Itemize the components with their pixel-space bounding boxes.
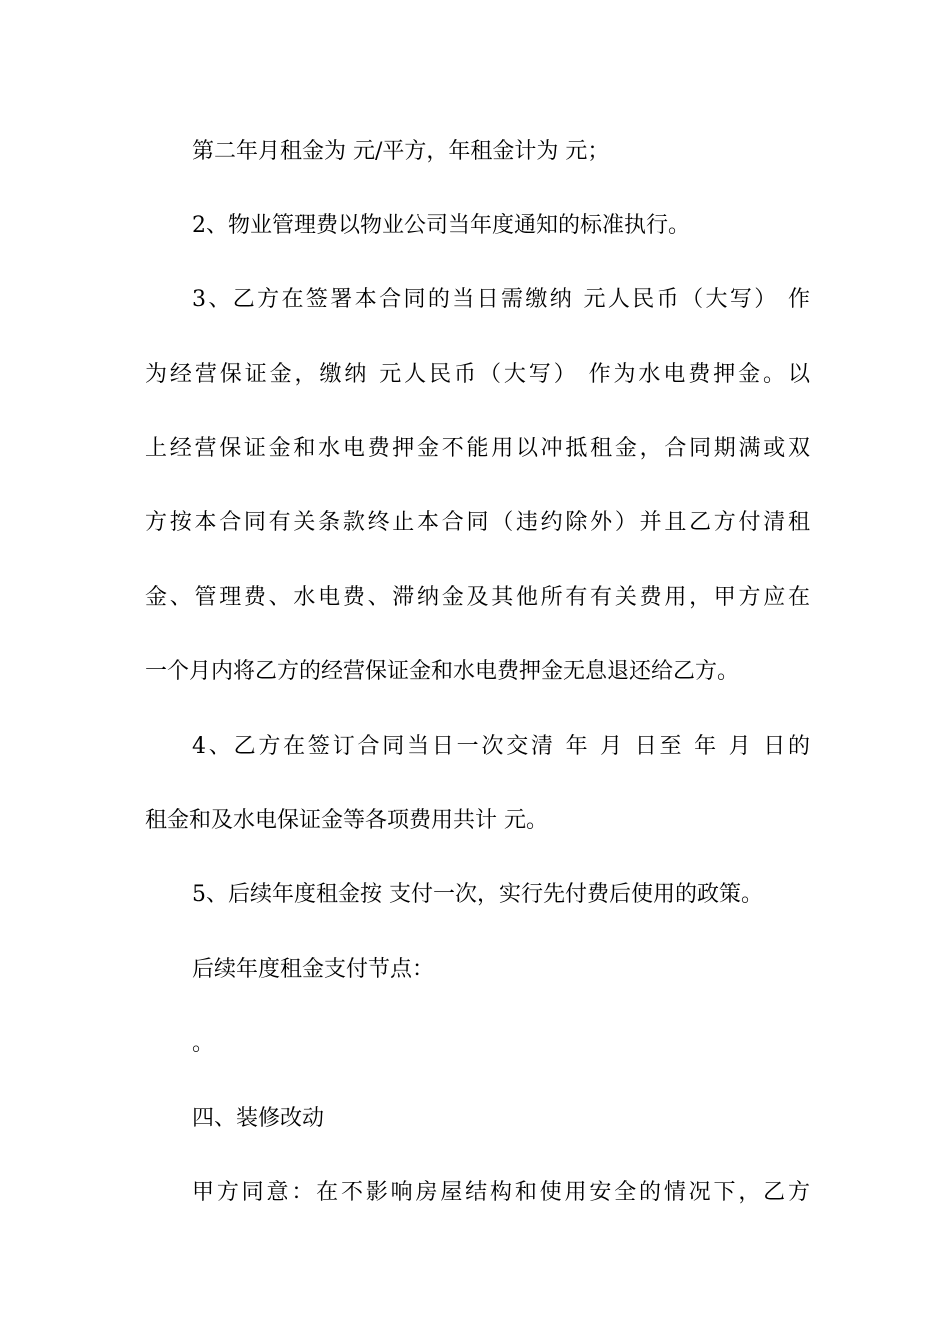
text-line-clause-2: 2、物业管理费以物业公司当年度通知的标准执行。 [192,213,690,238]
text-line-period: 。 [192,1031,215,1056]
text-line-fees: 金、管理费、水电费、滞纳金及其他所有有关费用，甲方应在 [145,585,810,610]
text-line-rent-year2: 第二年月租金为 元/平方，年租金计为 元； [192,139,610,164]
text-line-clause-3: 3、乙方在签署本合同的当日需缴纳 元人民币（大写） 作 [192,287,810,312]
text-line-renovation-consent: 甲方同意：在不影响房屋结构和使用安全的情况下，乙方 [192,1180,810,1205]
text-line-termination: 方按本合同有关条款终止本合同（违约除外）并且乙方付清租 [145,510,810,535]
text-line-payment-schedule: 后续年度租金支付节点： [192,957,435,982]
section-heading-renovation: 四、装修改动 [192,1106,325,1131]
text-line-deposit: 为经营保证金，缴纳 元人民币（大写） 作为水电费押金。以 [145,362,810,387]
text-line-clause-5: 5、后续年度租金按 支付一次，实行先付费后使用的政策。 [192,882,763,907]
text-line-refund: 一个月内将乙方的经营保证金和水电费押金无息退还给乙方。 [145,659,740,684]
text-line-total-fees: 租金和及水电保证金等各项费用共计 元。 [145,808,548,833]
text-line-clause-4: 4、乙方在签订合同当日一次交清 年 月 日至 年 月 日的 [192,734,810,759]
text-line-deposit-terms: 上经营保证金和水电费押金不能用以冲抵租金，合同期满或双 [145,436,810,461]
